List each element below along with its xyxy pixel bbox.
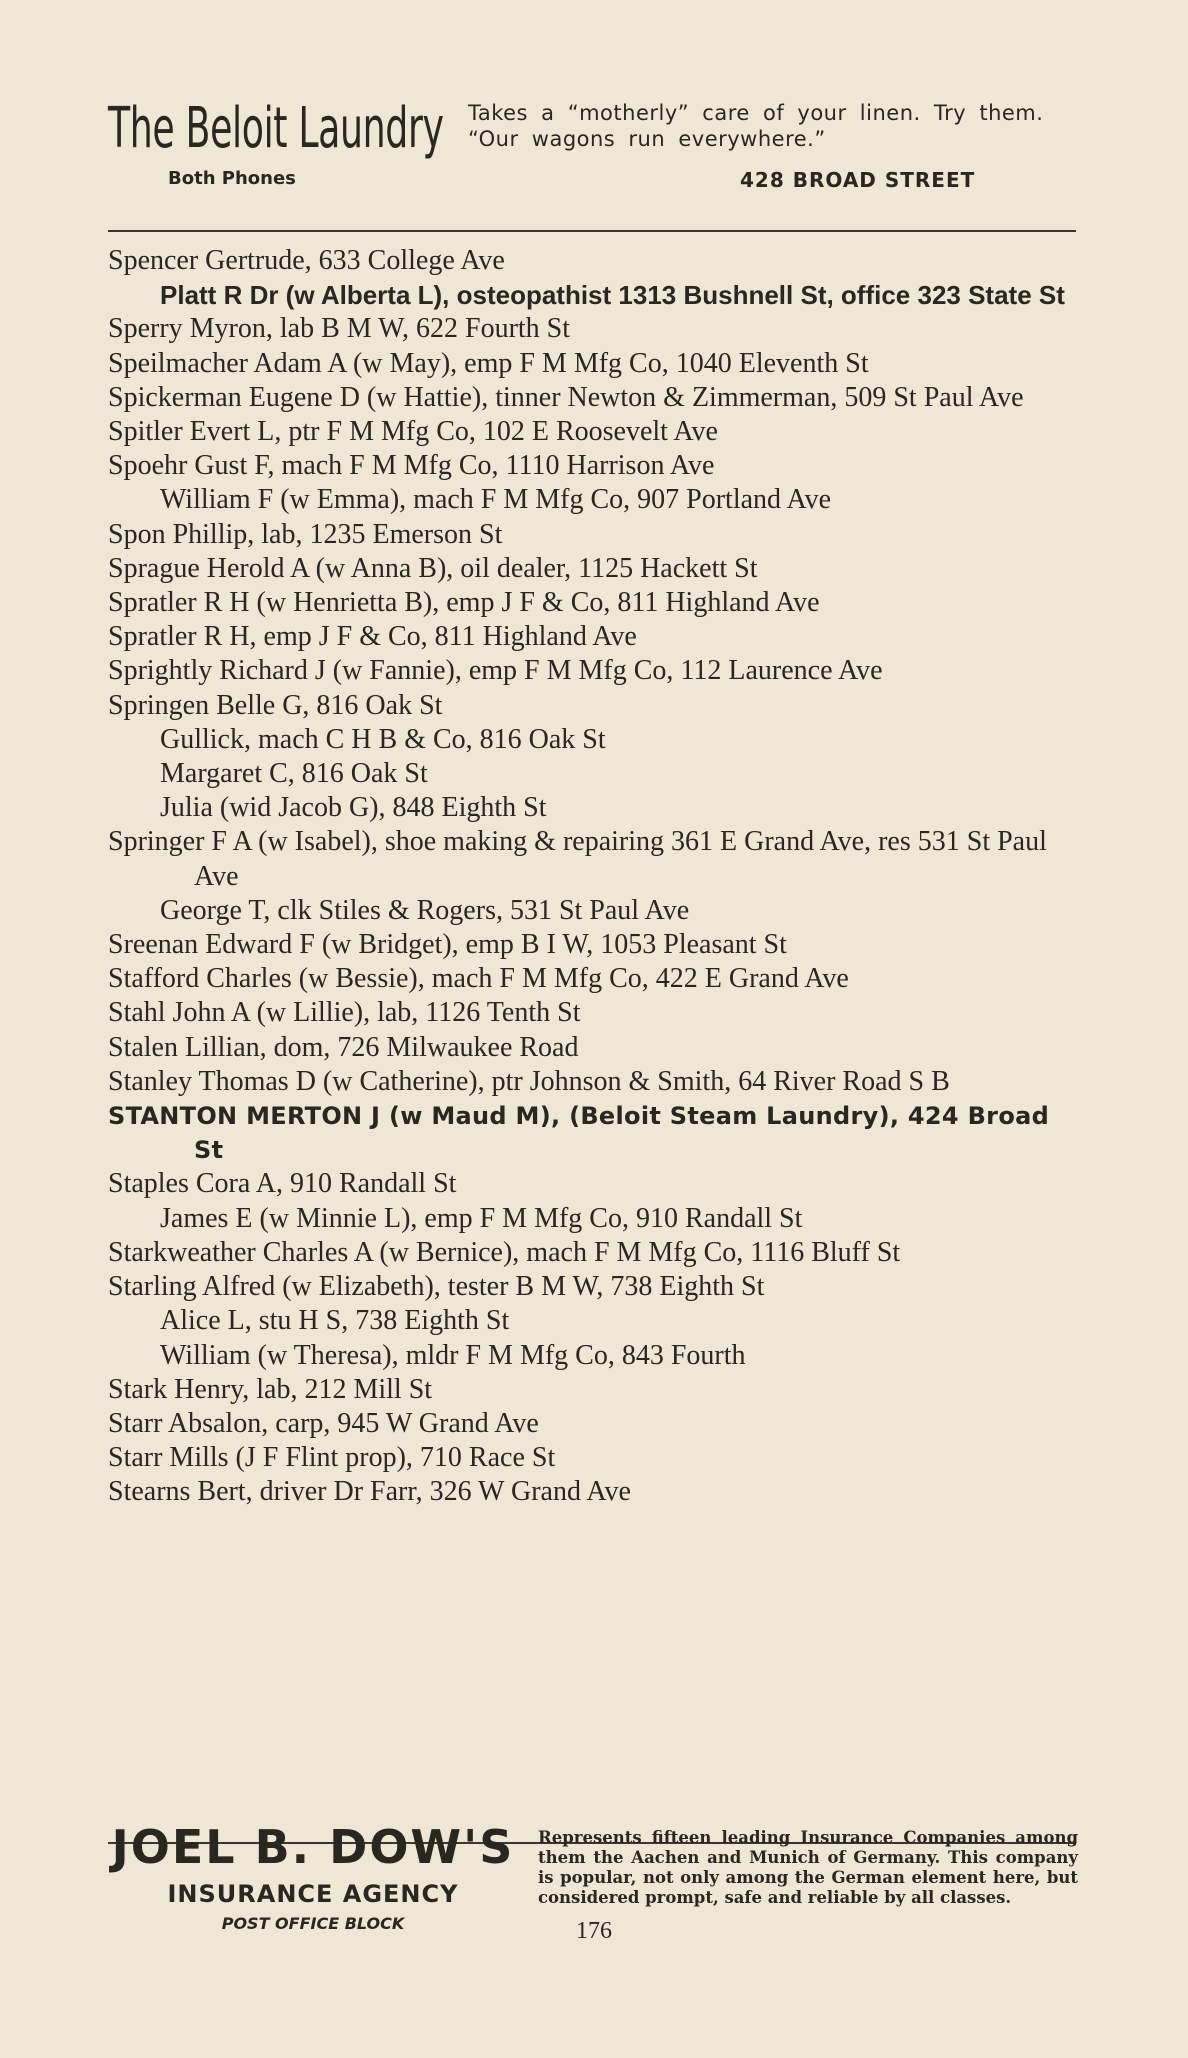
directory-entry: Stearns Bert, driver Dr Farr, 326 W Grand Ave: [108, 1476, 631, 1508]
footer-subtitle: INSURANCE AGENCY: [167, 1880, 459, 1908]
top-divider: [108, 230, 1076, 232]
directory-entry: Staples Cora A, 910 Randall St: [108, 1168, 457, 1200]
directory-entry: Starr Mills (J F Flint prop), 710 Race St: [108, 1442, 556, 1474]
directory-entry: Starkweather Charles A (w Bernice), mach F M Mfg Co, 1116 Bluff St: [108, 1236, 901, 1268]
directory-entry: Sprague Herold A (w Anna B), oil dealer, 1125 Hackett St: [108, 552, 758, 584]
directory-entry: Sperry Myron, lab B M W, 622 Fourth St: [108, 313, 571, 345]
directory-entry: STANTON MERTON J (w Maud M), (Beloit Steam Laundry), 424 Broad St: [108, 1102, 1050, 1165]
page-number: 176: [576, 1918, 612, 1944]
directory-entry: Spoehr Gust F, mach F M Mfg Co, 1110 Harrison Ave: [108, 450, 715, 482]
directory-entry: Stalen Lillian, dom, 726 Milwaukee Road: [108, 1031, 579, 1063]
directory-entry: Stanley Thomas D (w Catherine), ptr Johnson & Smith, 64 River Road S B: [108, 1065, 950, 1097]
directory-entry: Spitler Evert L, ptr F M Mfg Co, 102 E Roosevelt Ave: [108, 416, 718, 448]
directory-entry: Starling Alfred (w Elizabeth), tester B M W, 738 Eighth St: [108, 1271, 765, 1303]
directory-entry: Springen Belle G, 816 Oak St: [108, 689, 443, 721]
directory-entry: Stafford Charles (w Bessie), mach F M Mfg Co, 422 E Grand Ave: [108, 963, 849, 995]
directory-listing: [108, 244, 1078, 1510]
directory-entry: Spon Phillip, lab, 1235 Emerson St: [108, 518, 503, 550]
header-address: 428 BROAD STREET: [740, 168, 976, 192]
directory-entry: Starr Absalon, carp, 945 W Grand Ave: [108, 1407, 539, 1439]
header-business-name: The Beloit Laundry: [108, 96, 444, 161]
footer-business-name: JOEL B. DOW'S: [111, 1820, 515, 1874]
directory-entry: George T, clk Stiles & Rogers, 531 St Paul Ave: [160, 894, 690, 926]
directory-entry: Sreenan Edward F (w Bridget), emp B I W, 1053 Pleasant St: [108, 929, 787, 961]
directory-entry: Springer F A (w Isabel), shoe making & repairing 361 E Grand Ave, res 531 St Paul Ave: [108, 826, 1047, 892]
directory-entry: Platt R Dr (w Alberta L), osteopathist 1313 Bushnell St, office 323 State St: [160, 280, 1065, 311]
footer-description: Represents fifteen leading Insurance Companies among them the Aachen and Munich of Germany. This company is popular, not only among the German element here, but considered prompt, safe and reliable by all classes.: [538, 1828, 1078, 1907]
directory-entry: Gullick, mach C H B & Co, 816 Oak St: [160, 723, 606, 755]
directory-entry: Sprightly Richard J (w Fannie), emp F M Mfg Co, 112 Laurence Ave: [108, 655, 883, 687]
directory-entry: Spencer Gertrude, 633 College Ave: [108, 245, 505, 276]
footer-location: POST OFFICE BLOCK: [221, 1914, 405, 1933]
directory-entry: Julia (wid Jacob G), 848 Eighth St: [160, 792, 547, 824]
directory-entry: Margaret C, 816 Oak St: [160, 758, 428, 790]
header-tagline: Takes a “motherly” care of your linen. Try them. “Our wagons run everywhere.”: [468, 101, 1044, 151]
header-advertisement: [108, 96, 1078, 206]
directory-entry: Spickerman Eugene D (w Hattie), tinner Newton & Zimmerman, 509 St Paul Ave: [108, 381, 1024, 413]
directory-entry: Spratler R H (w Henrietta B), emp J F & Co, 811 Highland Ave: [108, 587, 820, 619]
directory-entry: William (w Theresa), mldr F M Mfg Co, 843 Fourth: [160, 1339, 746, 1371]
directory-entry: Stahl John A (w Lillie), lab, 1126 Tenth St: [108, 997, 581, 1029]
header-phones: Both Phones: [168, 168, 296, 189]
directory-entry: James E (w Minnie L), emp F M Mfg Co, 910 Randall St: [160, 1202, 803, 1234]
directory-entry: Spratler R H, emp J F & Co, 811 Highland Ave: [108, 621, 637, 653]
directory-entry: Speilmacher Adam A (w May), emp F M Mfg Co, 1040 Eleventh St: [108, 347, 869, 379]
directory-entry: Alice L, stu H S, 738 Eighth St: [160, 1305, 510, 1337]
directory-entry: Stark Henry, lab, 212 Mill St: [108, 1373, 433, 1405]
directory-entry: William F (w Emma), mach F M Mfg Co, 907 Portland Ave: [160, 484, 832, 516]
